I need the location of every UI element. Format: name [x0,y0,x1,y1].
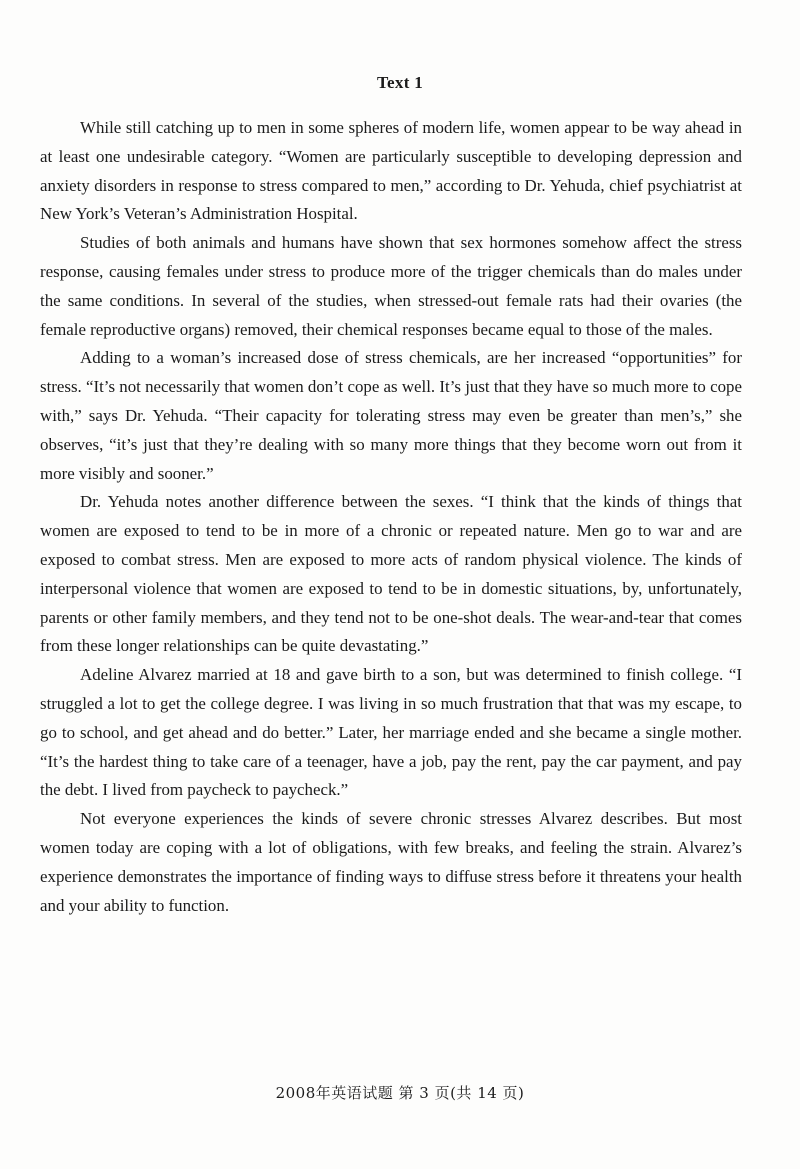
text-title: Text 1 [376,73,424,92]
paragraph-4: Dr. Yehuda notes another difference between the sexes. “I think that the kinds of things that women are exposed to tend to be in more of a chronic or repeated nature. Men go to war and are exposed to combat stress. Men are exposed to more acts of random physical violence. The kinds of interpersonal violence that women are exposed to tend to be in domestic situations, by, unfortunately, parents or other family members, and they tend not to be one-shot deals. The wear-and-tear that comes from these longer relationships can be quite devastating.” [40,492,742,656]
paragraph-3: Adding to a woman’s increased dose of stress chemicals, are her increased “opportunities” for stress. “It’s not necessarily that women don’t cope as well. It’s just that they have so much more to cope with,” says Dr. Yehuda. “Their capacity for tolerating stress may even be greater than men’s,” she observes, “it’s just that they’re dealing with so many more things that they become worn out from it more visibly and sooner.” [40,348,742,483]
paragraph-5: Adeline Alvarez married at 18 and gave birth to a son, but was determined to finish college. “I struggled a lot to get the college degree. I was living in so much frustration that that was my escape, to go to school, and get ahead and do better.” Later, her marriage ended and she became a single mother. “It’s the hardest thing to take care of a teenager, have a job, pay the rent, pay the car payment, and pay the debt. I lived from paycheck to paycheck.” [40,665,742,800]
paragraph-6: Not everyone experiences the kinds of severe chronic stresses Alvarez describes. But most women today are coping with a lot of obligations, with few breaks, and feeling the strain. Alvarez’s experience demonstrates the importance of finding ways to diffuse stress before it threatens your health and your ability to function. [40,809,742,915]
paragraph-2: Studies of both animals and humans have shown that sex hormones somehow affect the stress response, causing females under stress to produce more of the trigger chemicals than do males under the same conditions. In several of the studies, when stressed-out female rats had their ovaries (the female reproductive organs) removed, their chemical responses became equal to those of the males. [40,233,742,339]
passage-body [40,114,742,920]
page-footer: 2008年英语试题 第 3 页(共 14 页) [275,1084,525,1102]
paragraph-1: While still catching up to men in some spheres of modern life, women appear to be way ahead in at least one undesirable category. “Women are particularly susceptible to developing depression and anxiety disorders in response to stress compared to men,” according to Dr. Yehuda, chief psychiatrist at New York’s Veteran’s Administration Hospital. [40,118,742,224]
